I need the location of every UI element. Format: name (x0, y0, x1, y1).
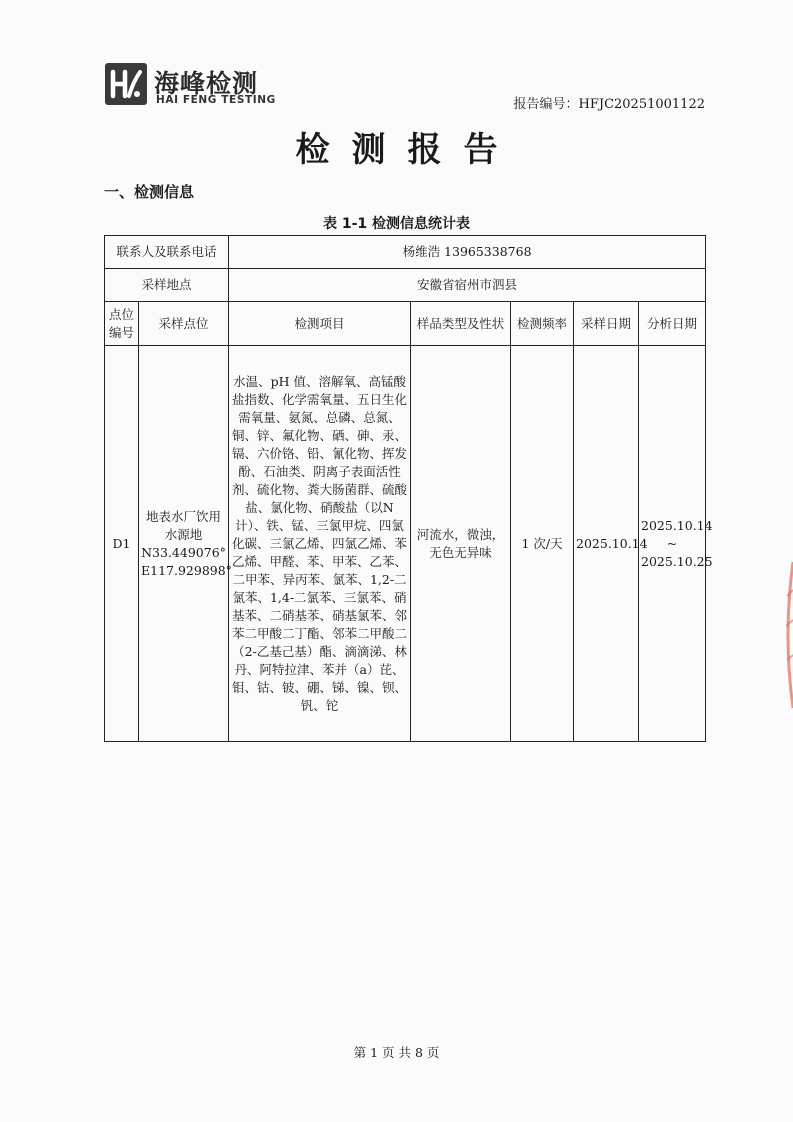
header-site: 采样点位 (139, 302, 229, 346)
location-row (105, 269, 706, 302)
header-sample-date: 采样日期 (574, 302, 639, 346)
report-number: 报告编号：HFJC20251001122 (513, 97, 705, 112)
section-heading: 一、检测信息 (104, 183, 195, 201)
sample-date-cell: 2025.10.14 (574, 346, 639, 742)
haifeng-logo-icon (104, 62, 148, 106)
table-row (105, 346, 706, 742)
contact-label: 联系人及联系电话 (105, 236, 229, 269)
table-caption: 表 1-1 检测信息统计表 (322, 216, 471, 232)
location-label: 采样地点 (105, 269, 229, 302)
company-logo (104, 62, 274, 110)
logo-english-name: HAI FENG TESTING (156, 94, 276, 106)
logo-chinese-name: 海峰检测 (154, 69, 259, 98)
sample-type-cell: 河流水，微浊，无色无异味 (411, 346, 511, 742)
inspection-info-table (104, 235, 713, 742)
items-cell: 水温、pH 值、溶解氧、高锰酸盐指数、化学需氧量、五日生化需氧量、氨氮、总磷、总氮、铜、锌、氟化物、硒、砷、汞、镉、六价铬、铅、氰化物、挥发酚、石油类、阴离子表面活性剂、硫化物、粪大肠菌群、硫酸盐、氯化物、硝酸盐（以N 计）、铁、锰、三氯甲烷、四氯化碳、三氯乙烯、四氯乙烯、苯乙烯、甲醛、苯、甲苯、乙苯、二甲苯、异丙苯、氯苯、1,2-二氯苯、1,4-二氯苯、三氯苯、硝基苯、二硝基苯、硝基氯苯、邻苯二甲酸二丁酯、邻苯二甲酸二（2-乙基己基）酯、滴滴涕、林丹、阿特拉津、苯并（a）芘、钼、钴、铍、硼、锑、镍、钡、钒、铊 (229, 346, 411, 742)
header-items: 检测项目 (229, 302, 411, 346)
header-analysis-date: 分析日期 (639, 302, 706, 346)
point-id-cell: D1 (105, 346, 139, 742)
header-frequency: 检测频率 (511, 302, 574, 346)
location-value: 安徽省宿州市泗县 (229, 269, 706, 302)
header-point-id: 点位编号 (105, 302, 139, 346)
frequency-cell: 1 次/天 (511, 346, 574, 742)
site-cell: 地表水厂饮用水源地 N33.449076° E117.929898° (139, 346, 229, 742)
contact-row (105, 236, 706, 269)
contact-value: 杨维浩 13965338768 (229, 236, 706, 269)
table-header-row (105, 302, 706, 346)
page-footer: 第 1 页 共 8 页 (353, 1045, 440, 1060)
seal-edge-icon (781, 560, 793, 710)
page-title: 检测报告 (295, 130, 520, 170)
header-sample-type: 样品类型及性状 (411, 302, 511, 346)
analysis-date-cell: 2025.10.14 ~ 2025.10.25 (639, 346, 706, 742)
